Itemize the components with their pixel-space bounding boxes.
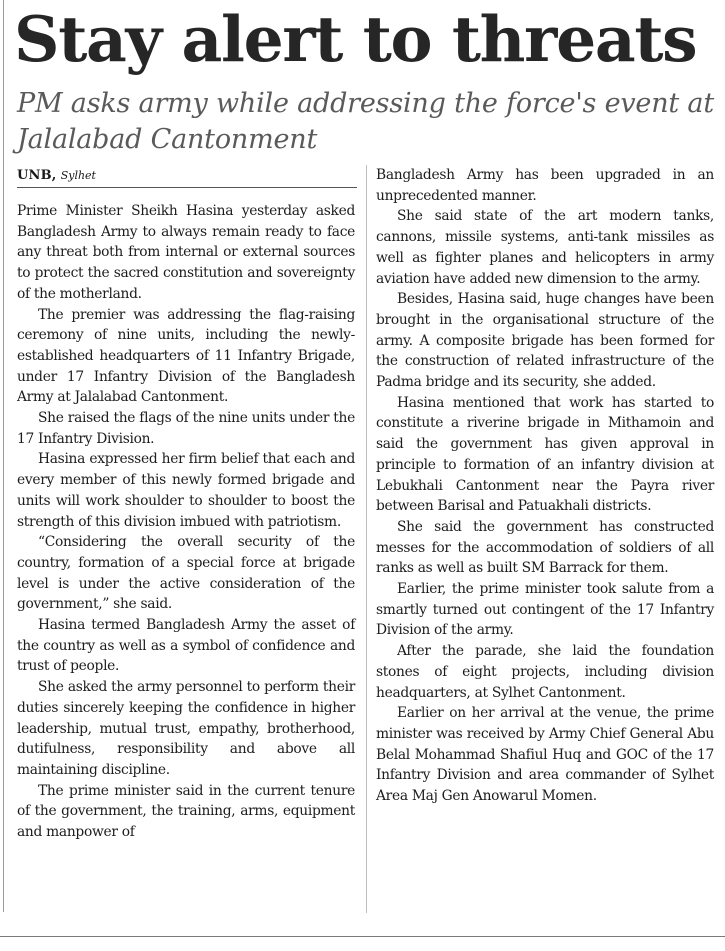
left-border-rule	[3, 0, 4, 912]
paragraph: Hasina expressed her firm belief that each and every member of this newly formed brigade and units will work shoulder to shoulder to boost the strength of this division imbued with patriotism.	[17, 451, 355, 530]
paragraph: Earlier on her arrival at the venue, the prime minister was received by Army Chief General Abu Belal Mohammad Shafiul Huq and GOC of the 17 Infantry Division and area commander of Sylhet Area Maj Gen Anowarul Momen.	[376, 705, 714, 805]
article-column-1	[17, 201, 355, 843]
paragraph: Hasina mentioned that work has started to constitute a riverine brigade in Mithamoin and said the government has given approval in principle to formation of an infantry division at Lebukhali Cantonment near the Payra river between Barisal and Patuakhali districts.	[376, 394, 714, 515]
subheadline: PM asks army while addressing the force's event at Jalalabad Cantonment	[17, 88, 714, 155]
paragraph: She asked the army personnel to perform their duties sincerely keeping the confidence in higher leadership, mutual trust, empathy, brotherhood, dutifulness, responsibility and above all maintaining discipline.	[17, 679, 355, 778]
paragraph: She raised the flags of the nine units under the 17 Infantry Division.	[17, 410, 355, 447]
paragraph: The premier was addressing the flag-raising ceremony of nine units, including the newly-established headquarters of 11 Infantry Brigade, under 17 Infantry Division of the Bangladesh Army at Jalalabad Cantonment.	[17, 306, 355, 406]
headline: Stay alert to threats	[14, 2, 697, 76]
paragraph: Earlier, the prime minister took salute from a smartly turned out contingent of the 17 Infantry Division of the army.	[376, 581, 714, 639]
paragraph: After the parade, she laid the foundation stones of eight projects, including division headquarters, at Sylhet Cantonment.	[376, 643, 714, 701]
article-column-2	[376, 165, 714, 807]
paragraph: She said state of the art modern tanks, cannons, missile systems, anti-tank missiles as well as fighter planes and helicopters in army aviation have added new dimension to the army.	[376, 208, 714, 287]
column-divider	[366, 165, 367, 913]
paragraph: Bangladesh Army has been upgraded in an unprecedented manner.	[376, 167, 714, 204]
paragraph: Prime Minister Sheikh Hasina yesterday asked Bangladesh Army to always remain ready to face any threat both from internal or external sources to protect the sacred constitution and sovereignty of the motherland.	[17, 203, 355, 302]
paragraph: She said the government has constructed messes for the accommodation of soldiers of all ranks as well as built SM Barrack for them.	[376, 518, 714, 577]
byline	[17, 167, 357, 185]
byline-rule	[17, 187, 357, 188]
paragraph: Hasina termed Bangladesh Army the asset of the country as well as a symbol of confidence and trust of people.	[17, 617, 355, 675]
paragraph: “Considering the overall security of the country, formation of a special force at brigade level is under the active consideration of the government,” she said.	[17, 534, 355, 613]
byline-place: Sylhet	[60, 169, 96, 182]
paragraph: Besides, Hasina said, huge changes have been brought in the organisational structure of the army. A composite brigade has been formed for the construction of related infrastructure of the Padma bridge and its security, she added.	[376, 291, 714, 391]
bottom-border-rule	[0, 936, 725, 937]
paragraph: The prime minister said in the current tenure of the government, the training, arms, equipment and manpower of	[17, 782, 355, 841]
byline-source: UNB,	[17, 168, 57, 183]
